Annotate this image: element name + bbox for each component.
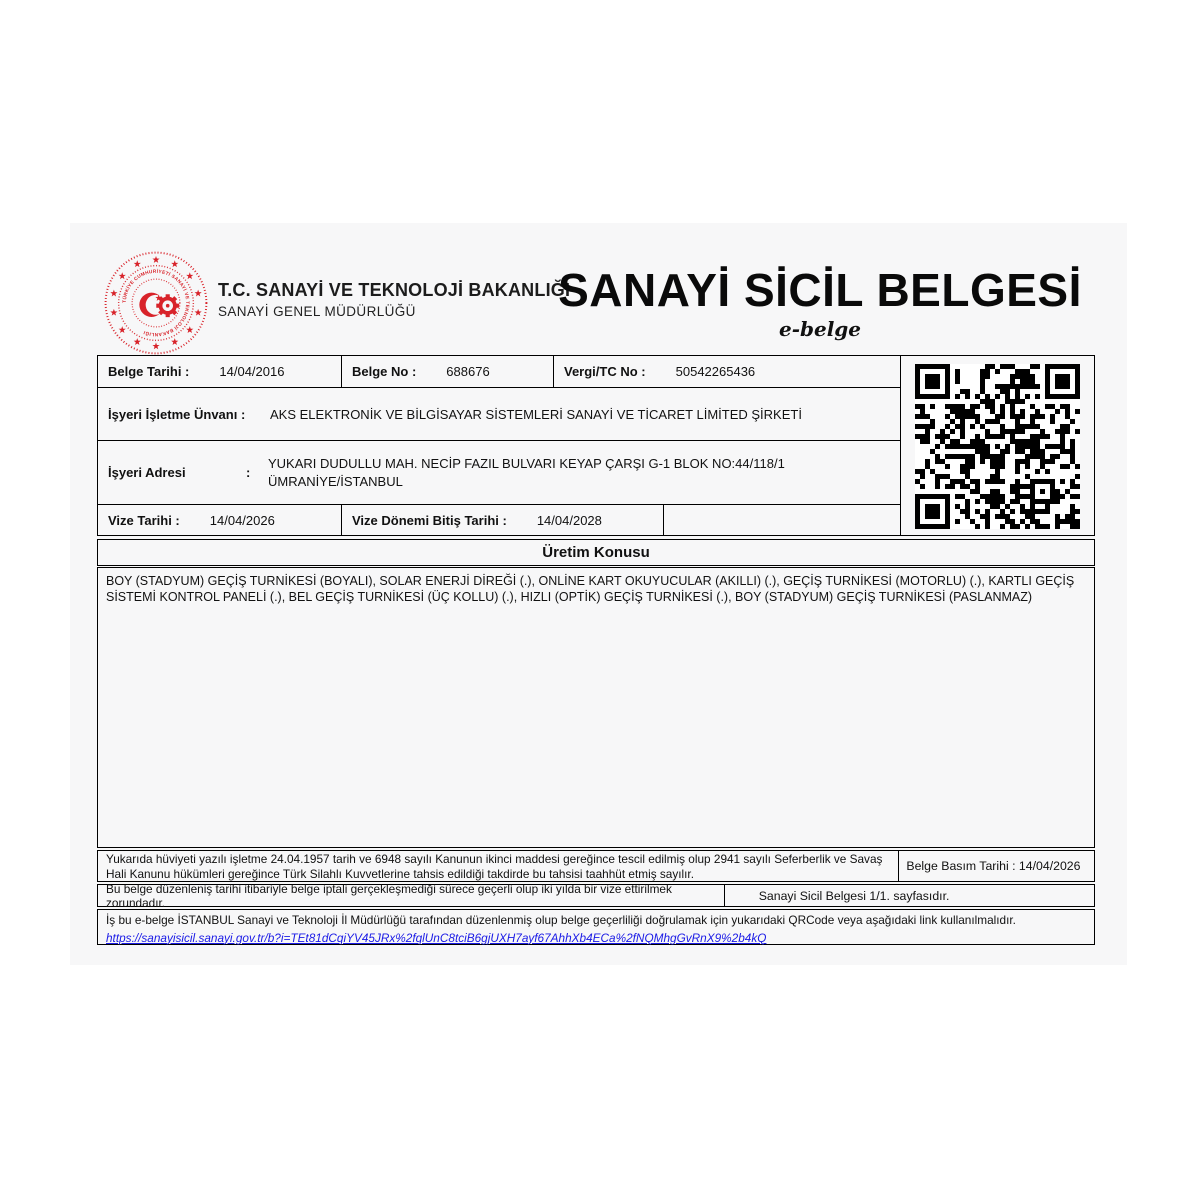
verification-link[interactable]: https://sanayisicil.sanayi.gov.tr/b?i=TEt81dCqiYV45JRx%2fqlUnC8tciB6gjUXH7ayf67AhhXb4ECa%2fNQMhgGvRnX9%2b4kQ [106,930,767,945]
vize-tarihi-value: 14/04/2026 [209,512,275,528]
document-title: SANAYİ SİCİL BELGESİ [558,264,1082,316]
uretim-konusu-header [97,539,1095,566]
vize-bitis-cell [342,505,664,535]
footer-row-tescil [97,850,1095,882]
belge-no-value: 688676 [446,364,490,379]
vize-tarihi-cell [98,505,342,535]
document-subtitle-ebelge: e-belge [778,317,862,341]
qr-cell [901,356,1094,536]
belge-tarihi-label: Belge Tarihi : [108,364,190,379]
certificate-page [70,223,1127,965]
adres-label: İşyeri Adresi [108,465,186,480]
vize-bitis-label: Vize Dönemi Bitiş Tarihi : [352,512,507,528]
page-note-text: Sanayi Sicil Belgesi 1/1. sayfasıdır. [758,888,950,903]
vergi-no-cell [554,356,901,387]
belge-tarihi-cell [98,356,342,387]
adres-line2: ÜMRANİYE/İSTANBUL [268,473,403,489]
empty-cell [664,505,901,535]
document-title-block [490,263,1150,341]
belge-no-label: Belge No : [352,364,417,379]
belge-no-cell [342,356,554,387]
vize-bitis-value: 14/04/2028 [536,512,602,528]
uretim-konusu-box [97,567,1095,848]
footer-row-vize-note [97,881,1095,910]
vergi-no-label: Vergi/TC No : [564,364,646,379]
uretim-konusu-content: BOY (STADYUM) GEÇİŞ TURNİKESİ (BOYALI), SOLAR ENERJİ DİREĞİ (.), ONLİNE KART OKUYUCULAR (AKILLI) (.), GEÇİŞ TURNİKESİ (MOTORLU) (.), KARTLI GEÇİŞ SİSTEMİ KONTROL PANELİ (.), BEL GEÇİŞ TURNİKESİ (ÜÇ KOLLU) (.), HIZLI (OPTİK) GEÇİŞ TURNİKESİ (.), BOY (STADYUM) GEÇİŞ TURNİKESİ (PASLANMAZ) [106,574,1075,605]
belge-tarihi-value: 14/04/2016 [219,364,285,379]
ministry-subtitle: SANAYİ GENEL MÜDÜRLÜĞÜ [218,304,416,319]
vize-note-text: Bu belge düzenleniş tarihi itibariyle belge iptali gerçekleşmediği sürece geçerli olup iki yılda bir vize ettirilmek zorundadır. [98,885,725,906]
ministry-emblem-logo [102,249,210,357]
vergi-no-value: 50542265436 [675,364,756,379]
adres-line1: YUKARI DUDULLU MAH. NECİP FAZIL BULVARI KEYAP ÇARŞI G-1 BLOK NO:44/118/1 [268,455,785,471]
adres-value [268,455,785,490]
qr-code [915,364,1080,529]
unvan-label: İşyeri İşletme Ünvanı : [108,406,246,422]
adres-colon: : [246,465,251,480]
footer-row-ebelge [97,909,1095,945]
table-row-adres [98,441,901,505]
table-row-unvan [98,388,901,441]
uretim-konusu-title: Üretim Konusu [542,544,650,561]
ebelge-note-text: İş bu e-belge İSTANBUL Sanayi ve Teknoloji İl Müdürlüğü tarafından düzenlenmiş olup belge geçerliliği doğrulamak için yukarıdaki QRCode veya aşağıdaki link kullanılmalıdır. [106,913,1016,927]
emblem-ring-text: TÜRKİYE CUMHURİYETİ SANAYİ VE TEKNOLOJİ BAKANLIĞI [122,269,190,337]
info-table [97,355,1095,536]
ministry-title: T.C. SANAYİ VE TEKNOLOJİ BAKANLIĞI [218,280,571,300]
basim-tarihi-text: Belge Basım Tarihi : 14/04/2026 [906,859,1081,873]
tescil-text: Yukarıda hüviyeti yazılı işletme 24.04.1957 tarih ve 6948 sayılı Kanunun ikinci maddesi gereğince tescil edilmiş olup 2941 sayılı Seferberlik ve Savaş Hali Kanunu hükümleri gereğince Türk Silahlı Kuvvetlerine tahsis edildiği takdirde bu tahsisi taahhüt etmiş sayılır. [98,851,899,881]
table-row-vize [98,505,901,535]
vize-tarihi-label: Vize Tarihi : [108,512,180,528]
unvan-value: AKS ELEKTRONİK VE BİLGİSAYAR SİSTEMLERİ SANAYİ VE TİCARET LİMİTED ŞİRKETİ [270,406,802,422]
table-row-dates [98,356,901,388]
